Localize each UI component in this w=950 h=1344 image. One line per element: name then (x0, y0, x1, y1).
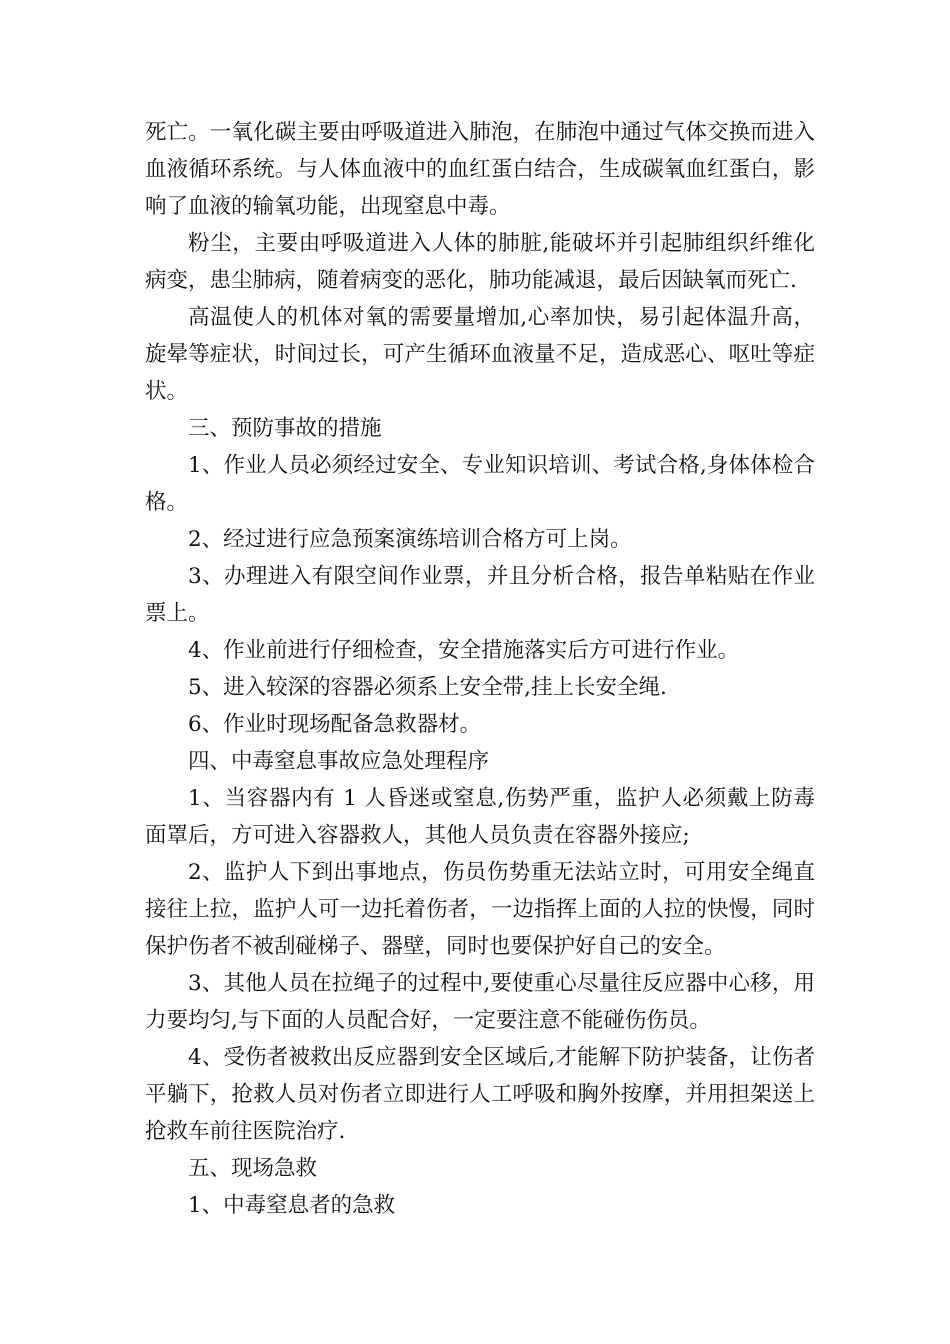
document-page (145, 114, 815, 1224)
procedure-item-2: 2、监护人下到出事地点，伤员伤势重无法站立时，可用安全绳直接往上拉，监护人可一边托着伤者，一边指挥上面的人拉的快慢，同时保护伤者不被刮碰梯子、器壁，同时也要保护好自己的安全。 (145, 860, 815, 959)
procedure-item-1: 1、当容器内有 1 人昏迷或窒息,伤势严重，监护人必须戴上防毒面罩后，方可进入容器救人，其他人员负责在容器外接应; (145, 786, 815, 848)
first-aid-item-1: 1、中毒窒息者的急救 (188, 1193, 396, 1218)
procedure-item-4: 4、受伤者被救出反应器到安全区域后,才能解下防护装备，让伤者平躺下，抢救人员对伤者立即进行人工呼吸和胸外按摩，并用担架送上抢救车前往医院治疗. (145, 1045, 815, 1144)
prevention-item-5: 5、进入较深的容器必须系上安全带,挂上长安全绳. (188, 675, 667, 700)
paragraph-carbon-monoxide-death: 死亡。一氧化碳主要由呼吸道进入肺泡，在肺泡中通过气体交换而进入血液循环系统。与人体血液中的血红蛋白结合，生成碳氧血红蛋白，影响了血液的输氧功能，出现窒息中毒。 (145, 120, 815, 219)
section-heading-first-aid: 五、现场急救 (188, 1156, 318, 1181)
prevention-item-2: 2、经过进行应急预案演练培训合格方可上岗。 (188, 527, 632, 552)
prevention-item-1: 1、作业人员必须经过安全、专业知识培训、考试合格,身体体检合格。 (145, 453, 815, 515)
section-heading-emergency-procedure: 四、中毒窒息事故应急处理程序 (188, 749, 490, 774)
prevention-item-3: 3、办理进入有限空间作业票，并且分析合格，报告单粘贴在作业票上。 (145, 564, 815, 626)
paragraph-high-temperature: 高温使人的机体对氧的需要量增加,心率加快，易引起体温升高，旋晕等症状，时间过长，可产生循环血液量不足，造成恶心、呕吐等症状。 (145, 305, 815, 404)
section-heading-prevention: 三、预防事故的措施 (188, 416, 382, 441)
prevention-item-6: 6、作业时现场配备急救器材。 (188, 712, 482, 737)
paragraph-dust-hazard: 粉尘，主要由呼吸道进入人体的肺脏,能破坏并引起肺组织纤维化病变，患尘肺病，随着病变的恶化，肺功能减退，最后因缺氧而死亡. (145, 231, 815, 293)
prevention-item-4: 4、作业前进行仔细检查，安全措施落实后方可进行作业。 (188, 638, 740, 663)
procedure-item-3: 3、其他人员在拉绳子的过程中,要使重心尽量往反应器中心移，用力要均匀,与下面的人员配合好，一定要注意不能碰伤伤员。 (145, 971, 815, 1033)
